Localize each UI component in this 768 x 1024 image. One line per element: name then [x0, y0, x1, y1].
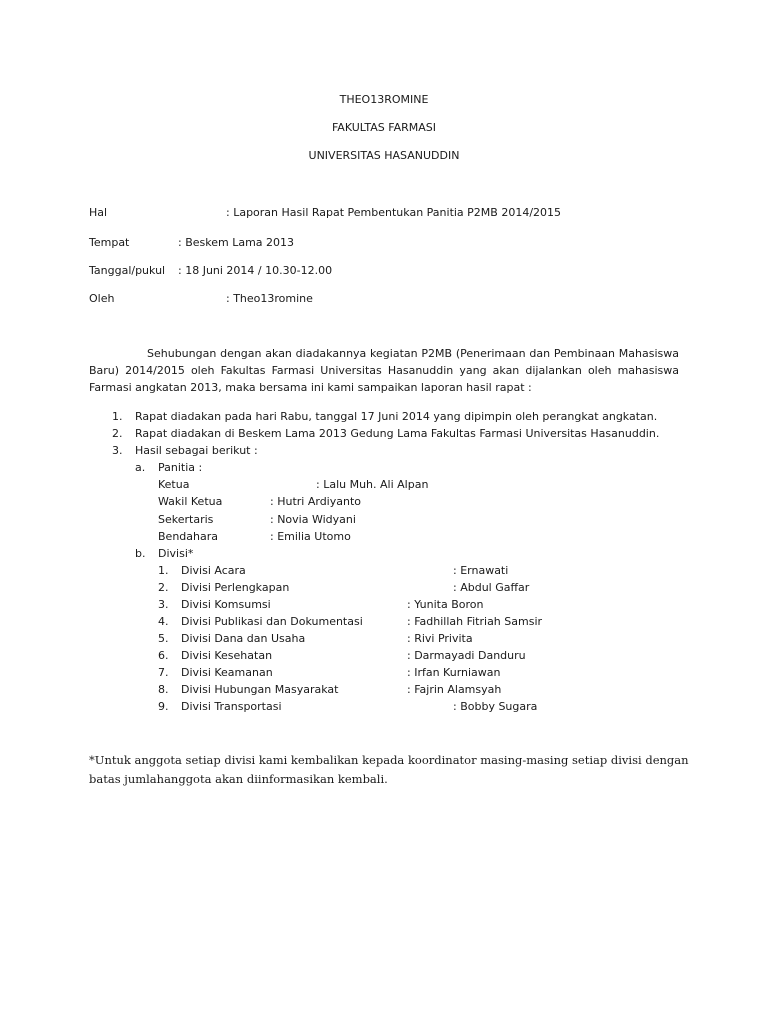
point-3-number: 3. — [112, 444, 123, 457]
divisi-letter: b. — [135, 547, 146, 560]
footnote: *Untuk anggota setiap divisi kami kembalikan kepada koordinator masing-masing setiap divisi dengan batas jumlahanggota akan diinformasikan kembali. — [89, 753, 689, 786]
divisi-coordinator: : Fadhillah Fitriah Samsir — [407, 615, 543, 628]
panitia-name: : Hutri Ardiyanto — [270, 495, 361, 508]
divisi-coordinator: : Yunita Boron — [407, 598, 484, 611]
divisi-name: Divisi Keamanan — [181, 666, 273, 679]
divisi-coordinator: : Darmayadi Danduru — [407, 649, 526, 662]
divisi-name: Divisi Publikasi dan Dokumentasi — [181, 615, 363, 628]
header-faculty: FAKULTAS FARMASI — [331, 121, 437, 134]
point-3-text: Hasil sebagai berikut : — [135, 444, 258, 457]
divisi-name: Divisi Komsumsi — [181, 598, 271, 611]
intro-paragraph — [89, 345, 679, 396]
divisi-number: 4. — [158, 615, 169, 628]
point-1-number: 1. — [112, 410, 123, 423]
tempat-value: : Beskem Lama 2013 — [178, 236, 295, 249]
divisi-coordinator: : Irfan Kurniawan — [407, 666, 501, 679]
header-university: UNIVERSITAS HASANUDDIN — [308, 149, 460, 162]
header-org: THEO13ROMINE — [339, 93, 429, 106]
divisi-name: Divisi Kesehatan — [181, 649, 273, 662]
divisi-number: 1. — [158, 564, 169, 577]
divisi-number: 9. — [158, 700, 169, 713]
divisi-number: 7. — [158, 666, 169, 679]
panitia-role: Bendahara — [158, 530, 218, 543]
divisi-coordinator: : Bobby Sugara — [453, 700, 538, 713]
divisi-coordinator: : Ernawati — [453, 564, 509, 577]
divisi-number: 5. — [158, 632, 169, 645]
divisi-number: 2. — [158, 581, 169, 594]
divisi-number: 6. — [158, 649, 169, 662]
divisi-name: Divisi Dana dan Usaha — [181, 632, 306, 645]
divisi-coordinator: : Abdul Gaffar — [453, 581, 530, 594]
intro-text: Sehubungan dengan akan diadakannya kegiatan P2MB (Penerimaan dan Pembinaan Mahasiswa Baru) 2014/2015 oleh Fakultas Farmasi Universitas Hasanuddin yang akan dijalankan oleh mahasiswa Farmasi angkatan 2013, maka bersama ini kami sampaikan laporan hasil rapat : — [89, 347, 679, 394]
divisi-name: Divisi Transportasi — [181, 700, 282, 713]
divisi-number: 3. — [158, 598, 169, 611]
tempat-label: Tempat — [89, 236, 130, 249]
divisi-name: Divisi Hubungan Masyarakat — [181, 683, 339, 696]
divisi-number: 8. — [158, 683, 169, 696]
panitia-role: Ketua — [158, 478, 190, 491]
panitia-name: : Novia Widyani — [270, 513, 356, 526]
divisi-title: Divisi* — [158, 547, 194, 560]
divisi-name: Divisi Acara — [181, 564, 246, 577]
divisi-coordinator: : Rivi Privita — [407, 632, 473, 645]
oleh-label: Oleh — [89, 292, 115, 305]
point-1-text: Rapat diadakan pada hari Rabu, tanggal 17 Juni 2014 yang dipimpin oleh perangkat angkatan. — [135, 410, 658, 423]
hal-label: Hal — [89, 206, 108, 219]
panitia-title: Panitia : — [158, 461, 203, 474]
point-2-text: Rapat diadakan di Beskem Lama 2013 Gedung Lama Fakultas Farmasi Universitas Hasanuddin. — [135, 427, 660, 440]
divisi-name: Divisi Perlengkapan — [181, 581, 290, 594]
oleh-value: : Theo13romine — [226, 292, 313, 305]
panitia-name: : Emilia Utomo — [270, 530, 351, 543]
panitia-name: : Lalu Muh. Ali Alpan — [316, 478, 429, 491]
panitia-role: Sekertaris — [158, 513, 214, 526]
panitia-role: Wakil Ketua — [158, 495, 223, 508]
tanggal-value: : 18 Juni 2014 / 10.30-12.00 — [178, 264, 333, 277]
panitia-letter: a. — [135, 461, 146, 474]
point-2-number: 2. — [112, 427, 123, 440]
tanggal-label: Tanggal/pukul — [89, 264, 166, 277]
hal-value: : Laporan Hasil Rapat Pembentukan Panitia P2MB 2014/2015 — [226, 206, 562, 219]
divisi-coordinator: : Fajrin Alamsyah — [407, 683, 502, 696]
